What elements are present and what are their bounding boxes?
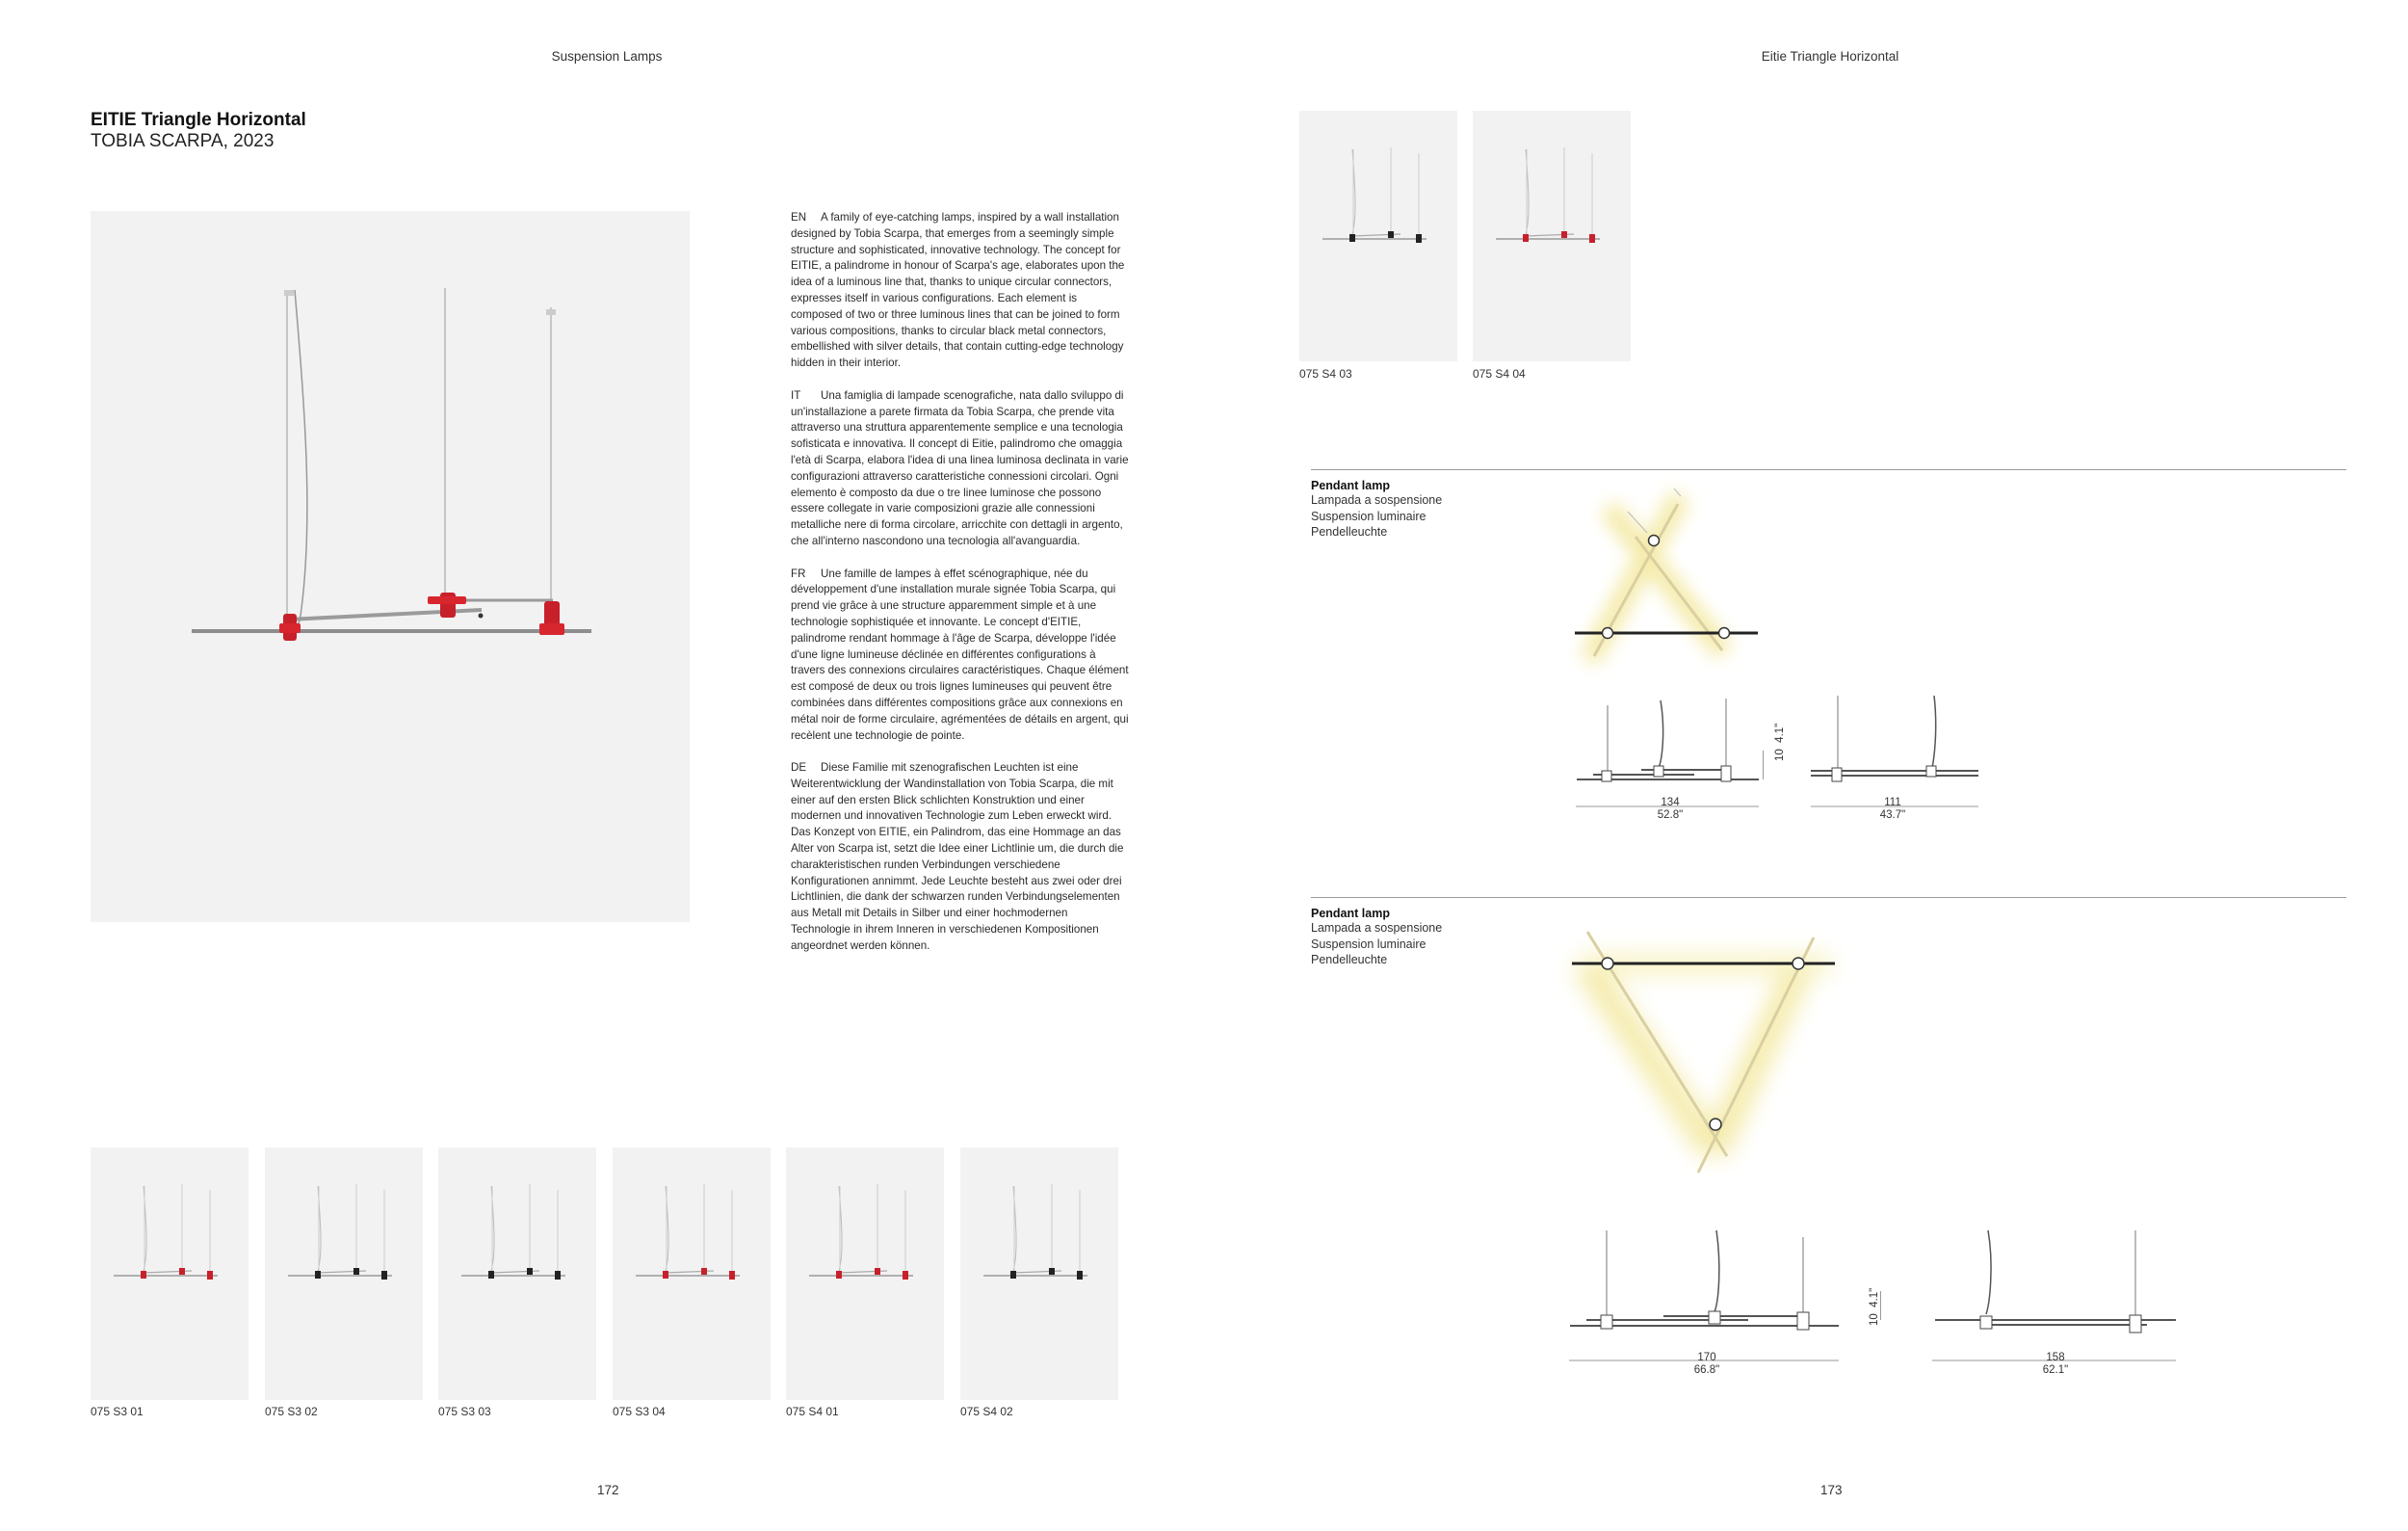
lang-label: DE xyxy=(791,761,807,775)
lamp-thumbnail-illustration xyxy=(1473,111,1631,363)
width-cm: 111 xyxy=(1884,797,1901,808)
variant-code: 075 S4 03 xyxy=(1299,367,1352,381)
lamp-thumbnail-illustration xyxy=(91,1148,249,1400)
lang-label: EN xyxy=(791,211,807,224)
variant-photo xyxy=(613,1148,771,1400)
variant-photo xyxy=(438,1148,596,1400)
width-cm: 158 xyxy=(2046,1352,2065,1363)
variant-photo xyxy=(265,1148,423,1400)
height-cm: 10 xyxy=(1869,1313,1880,1326)
page-number-left: 172 xyxy=(597,1483,619,1497)
main-product-photo xyxy=(91,211,690,922)
variant-code: 075 S3 02 xyxy=(265,1405,318,1418)
width-in: 62.1" xyxy=(2042,1364,2069,1376)
spec-line-it: Lampada a sospensione xyxy=(1311,493,1443,507)
variant-photo xyxy=(1299,111,1457,361)
variant-code: 075 S3 03 xyxy=(438,1405,491,1418)
variant-code: 075 S4 04 xyxy=(1473,367,1526,381)
height-label-1 xyxy=(1774,724,1787,761)
elevation-drawing-side xyxy=(1809,691,1982,806)
variant-photo xyxy=(960,1148,1118,1400)
spec-line-fr: Suspension luminaire xyxy=(1311,509,1426,523)
variant-photo xyxy=(91,1148,249,1400)
spec-label-2 xyxy=(1311,907,1442,968)
paragraph-body: Une famille de lampes à effet scénographique, née du développement d'une installation murale signée Tobia Scarpa, qui prend vie grâce à une structure apparemment simple et à une technologie sophistiquée et innovante. Le concept d'EITIE, palindrome rendant hommage à l'âge de Scarpa, développe l'idée d'une ligne lumineuse déclinée en différentes configurations à travers des connexions circulaires caractéristiques. Chaque élément est composé de deux ou trois lignes lumineuses qui peuvent être combinées dans différentes compositions grâce aux connexions en métal noir de forme circulaire, agrémentées de détails en argent, qui recèlent une technologie de pointe. xyxy=(791,567,1129,742)
section-divider xyxy=(1311,469,2346,470)
lamp-thumbnail-illustration xyxy=(613,1148,771,1400)
paragraph-body: Diese Familie mit szenografischen Leuchten ist eine Weiterentwicklung der Wandinstallation von Tobia Scarpa, die mit einer auf den ersten Blick schlichten Konstruktion und einer modernen und innovativen Technologie zum Leben erweckt wird. Das Konzept von EITIE, ein Palindrom, das eine Hommage an das Alter von Scarpa ist, setzt die Idee einer Lichtlinie um, die durch die charakteristischen runden Verbindungen verschiedene Konfigurationen annimmt. Jede Leuchte besteht aus zwei oder drei Lichtlinien, die dank der schwarzen runden Verbindungselementen aus Metall mit Details in Silber und einer hochmodernen Technologie in ihrem Inneren in verschiedenen Kompositionen angeordnet werden können. xyxy=(791,761,1124,952)
lamp-thumbnail-illustration xyxy=(265,1148,423,1400)
variant-code: 075 S3 01 xyxy=(91,1405,144,1418)
variant-code: 075 S3 04 xyxy=(613,1405,666,1418)
height-label-2 xyxy=(1869,1288,1881,1326)
height-in: 4.1" xyxy=(1774,723,1786,743)
lamp-thumbnail-illustration xyxy=(786,1148,944,1400)
width-label-1a xyxy=(1622,797,1718,822)
product-designer: TOBIA SCARPA, 2023 xyxy=(91,131,275,151)
width-label-2b xyxy=(2007,1352,2104,1377)
height-cm: 10 xyxy=(1774,749,1786,761)
variant-photo xyxy=(786,1148,944,1400)
width-in: 43.7" xyxy=(1879,809,1906,821)
width-cm: 134 xyxy=(1661,797,1680,808)
paragraph-en xyxy=(791,210,1130,372)
width-label-1b xyxy=(1845,797,1941,822)
width-in: 66.8" xyxy=(1693,1364,1720,1376)
spec-title: Pendant lamp xyxy=(1311,479,1390,492)
paragraph-body: Una famiglia di lampade scenografiche, nata dallo sviluppo di un'installazione a parete firmata da Tobia Scarpa, che prende vita attraverso una struttura apparentemente semplice e una tecnologia sofisticata e innovativa. Il concept di Eitie, palindromo che omaggia l'età di Scarpa, elabora l'idea di una linea luminosa declinata in varie configurazioni attraverso caratteristiche connessioni circolari. Ogni elemento è composto da due o tre linee luminose che possono essere collegate in varie composizioni grazie alle connessioni metalliche nere di forma circolare, arricchite con dettagli in argento, che all'interno nascondono una tecnologia all'avanguardia. xyxy=(791,388,1129,547)
height-dimension-2 xyxy=(1880,1291,1896,1320)
elevation-drawing-side xyxy=(1930,1226,2181,1360)
lamp-thumbnail-illustration xyxy=(960,1148,1118,1400)
triangle-diagram-large xyxy=(1541,920,1869,1190)
width-cm: 170 xyxy=(1697,1352,1716,1363)
variant-code: 075 S4 01 xyxy=(786,1405,839,1418)
spec-title: Pendant lamp xyxy=(1311,907,1390,920)
paragraph-it xyxy=(791,388,1130,550)
spec-line-de: Pendelleuchte xyxy=(1311,525,1388,539)
lamp-thumbnail-illustration xyxy=(438,1148,596,1400)
spec-label-1 xyxy=(1311,479,1442,541)
description-text xyxy=(791,210,1130,970)
lamp-thumbnail-illustration xyxy=(1299,111,1457,363)
spec-line-it: Lampada a sospensione xyxy=(1311,921,1443,935)
elevation-drawing-front xyxy=(1574,691,1757,806)
variant-code: 075 S4 02 xyxy=(960,1405,1013,1418)
triangle-diagram-small xyxy=(1551,477,1801,679)
elevation-drawing-front xyxy=(1567,1226,1846,1360)
width-label-2a xyxy=(1659,1352,1755,1377)
paragraph-de xyxy=(791,760,1130,955)
paragraph-body: A family of eye-catching lamps, inspired by a wall installation designed by Tobia Scarpa, that emerges from a seemingly simple structure and sophisticated, innovative technology. The concept for EITIE, a palindrome in honour of Scarpa's age, elaborates upon the idea of a luminous line that, thanks to unique circular connectors, expresses itself in various configurations. Each element is composed of two or three luminous lines that can be joined to form various compositions, thanks to circular black metal connectors, embellished with silver details, that contain cutting-edge technology hidden in their interior. xyxy=(791,211,1125,370)
spec-line-fr: Suspension luminaire xyxy=(1311,937,1426,951)
spec-line-de: Pendelleuchte xyxy=(1311,953,1388,966)
width-in: 52.8" xyxy=(1657,809,1684,821)
paragraph-fr xyxy=(791,567,1130,745)
height-in: 4.1" xyxy=(1869,1287,1880,1307)
lamp-illustration xyxy=(91,211,690,922)
section-divider xyxy=(1311,897,2346,898)
page-number-right: 173 xyxy=(1820,1483,1843,1497)
running-header-right: Eitie Triangle Horizontal xyxy=(1761,49,1899,64)
running-header-left: Suspension Lamps xyxy=(551,49,663,64)
variant-photo xyxy=(1473,111,1631,361)
lang-label: FR xyxy=(791,567,806,580)
lang-label: IT xyxy=(791,388,801,402)
product-title: EITIE Triangle Horizontal xyxy=(91,110,306,130)
